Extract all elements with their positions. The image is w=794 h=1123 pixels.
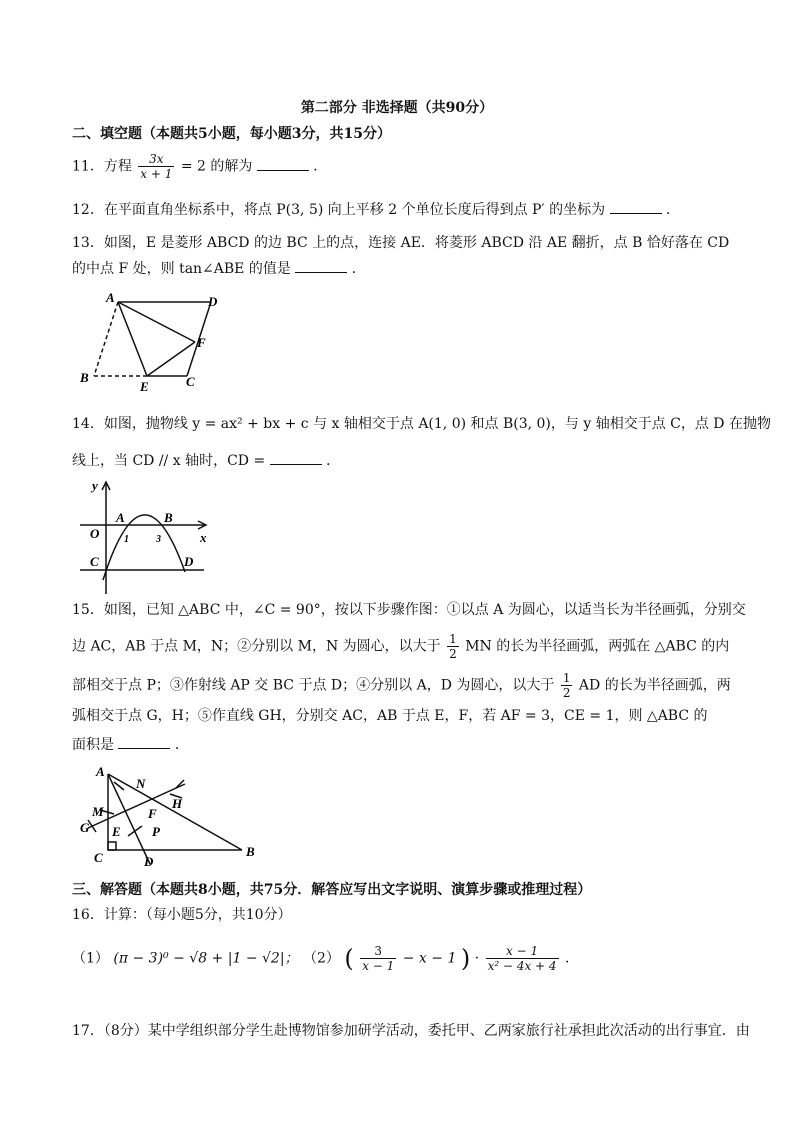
question-17: 17．（8分）某中学组织部分学生赴博物馆参加研学活动，委托甲、乙两家旅行社承担此次活动的出行事宜．由: [72, 1023, 750, 1039]
q16-end: ．: [565, 950, 579, 967]
fig14-tick-3: 3: [156, 534, 161, 545]
q13-end: ．: [351, 261, 366, 277]
question-16-parts: [72, 944, 579, 973]
figure-14-parabola: [70, 474, 220, 598]
q16-mid: − x − 1: [402, 950, 457, 967]
q15-line-3a: 部相交于点 P；③作射线 AP 交 BC 于点 D；④分别以 A，D 为圆心，以大于: [72, 677, 555, 694]
fig14-label-x: x: [200, 530, 207, 545]
q15-line-2a: 边 AC，AB 于点 M，N；②分别以 M，N 为圆心，以大于: [72, 638, 441, 655]
q14-end: ．: [326, 453, 341, 469]
fig15-label-b: B: [246, 844, 255, 859]
fig15-label-p: P: [152, 824, 160, 839]
q15-line-1: 15．如图，已知 △ABC 中，∠C = 90°，按以下步骤作图：①以点 A 为圆心，以适当长为半径画弧，分别交: [72, 602, 746, 618]
q16-frac1-num: 3: [360, 944, 396, 959]
fig15-label-d: D: [144, 854, 154, 869]
q13-answer-blank[interactable]: [295, 258, 347, 273]
q14-line-2: 线上，当 CD // x 轴时，CD =: [72, 453, 266, 469]
q11-prefix: 11．方程: [72, 158, 132, 175]
q16-paren-close: ): [460, 944, 471, 973]
q16-part2-label: （2）: [303, 950, 340, 967]
fig13-label-c: C: [186, 374, 195, 389]
q11-numerator: 3x: [138, 152, 174, 167]
q15-line-2b: MN 的长为半径画弧，两弧在 △ABC 的内: [465, 638, 730, 655]
section-3-heading: 三、解答题（本题共8小题，共75分．解答应写出文字说明、演算步骤或推理过程）: [72, 882, 592, 898]
q15-line-4: 弧相交于点 G，H；⑤作直线 GH，分别交 AC，AB 于点 E，F，若 AF = 3，CE = 1，则 △ABC 的: [72, 708, 708, 724]
fig15-label-g: G: [80, 820, 90, 835]
fig14-label-a: A: [116, 510, 125, 525]
q16-frac1-den: x − 1: [362, 959, 395, 973]
q16-times: ·: [474, 950, 480, 967]
fig14-label-c: C: [90, 554, 99, 569]
q14-line-1: 14．如图，抛物线 y = ax² + bx + c 与 x 轴相交于点 A(1, 0) 和点 B(3, 0)，与 y 轴相交于点 C，点 D 在抛物: [72, 416, 771, 432]
q16-frac2-num: x − 1: [486, 944, 559, 959]
q15-half-fraction-2: [561, 671, 573, 700]
figure-15-triangle: [70, 764, 270, 872]
q11-suffix: = 2 的解为: [180, 158, 253, 175]
fig15-label-f: F: [148, 806, 157, 821]
fig14-label-o: O: [90, 526, 100, 541]
q12-answer-blank[interactable]: [610, 199, 662, 214]
fig13-label-f: F: [197, 335, 206, 350]
q15-half-fraction: [447, 632, 459, 661]
fig15-label-c: C: [94, 850, 103, 865]
fig14-tick-1: 1: [124, 534, 129, 545]
question-15-line-3: [72, 671, 731, 700]
q12-text: 12．在平面直角坐标系中，将点 P(3, 5) 向上平移 2 个单位长度后得到点 P′ 的坐标为: [72, 202, 606, 218]
q16-title: 16．计算：（每小题5分，共10分）: [72, 907, 292, 923]
question-14-line-2: [72, 450, 340, 471]
q15-half-num: 1: [449, 632, 457, 646]
question-15-line-2: [72, 632, 729, 661]
fig14-label-d: D: [184, 554, 194, 569]
q16-frac1: [360, 944, 396, 973]
q16-frac2-den: x² − 4x + 4: [487, 959, 557, 973]
fig15-label-e: E: [112, 824, 121, 839]
q11-answer-blank[interactable]: [257, 156, 309, 171]
q14-answer-blank[interactable]: [270, 450, 322, 465]
question-12: [72, 199, 680, 220]
q15-half-den: 2: [449, 647, 457, 661]
fig13-label-a: A: [106, 290, 115, 305]
q13-line-2: 的中点 F 处，则 tan∠ABE 的值是: [72, 261, 291, 277]
figure-13-rhombus: [70, 290, 240, 395]
fig13-label-d: D: [208, 294, 218, 309]
q15-answer-blank[interactable]: [118, 734, 170, 749]
part-title: 第二部分 非选择题（共90分）: [300, 100, 494, 116]
q11-fraction: [138, 152, 174, 181]
fig14-label-y: y: [92, 478, 98, 493]
q16-part1-label: （1）: [72, 950, 109, 967]
section-2-heading: 二、填空题（本题共5小题，每小题3分，共15分）: [72, 126, 391, 142]
q16-frac2: [486, 944, 559, 973]
fig15-label-m: M: [92, 804, 104, 819]
q16-paren-open: (: [344, 944, 354, 973]
fig15-label-n: N: [136, 776, 146, 791]
q13-line-1: 13．如图，E 是菱形 ABCD 的边 BC 上的点，连接 AE．将菱形 ABCD 沿 AE 翻折，点 B 恰好落在 CD: [72, 235, 730, 251]
question-11: [72, 152, 327, 181]
fig15-label-h: H: [172, 796, 183, 811]
q15-line-5: 面积是: [72, 737, 114, 753]
fig14-label-b: B: [164, 510, 173, 525]
q15-end: ．: [174, 737, 189, 753]
q15-half-den-2: 2: [562, 686, 571, 700]
fig13-label-b: B: [80, 370, 89, 385]
q16-part1-expr: (π − 3)⁰ − √8 + |1 − √2|；: [113, 950, 299, 967]
q11-denominator: x + 1: [140, 167, 173, 181]
q15-half-num-2: 1: [562, 671, 571, 685]
question-13-line-2: [72, 258, 366, 279]
q11-end: ．: [313, 158, 328, 175]
question-15-line-5: [72, 734, 189, 755]
fig13-label-e: E: [140, 379, 149, 394]
q15-line-3b: AD 的长为半径画弧，两: [578, 677, 731, 694]
fig15-label-a: A: [96, 764, 105, 779]
q12-end: ．: [666, 202, 680, 218]
